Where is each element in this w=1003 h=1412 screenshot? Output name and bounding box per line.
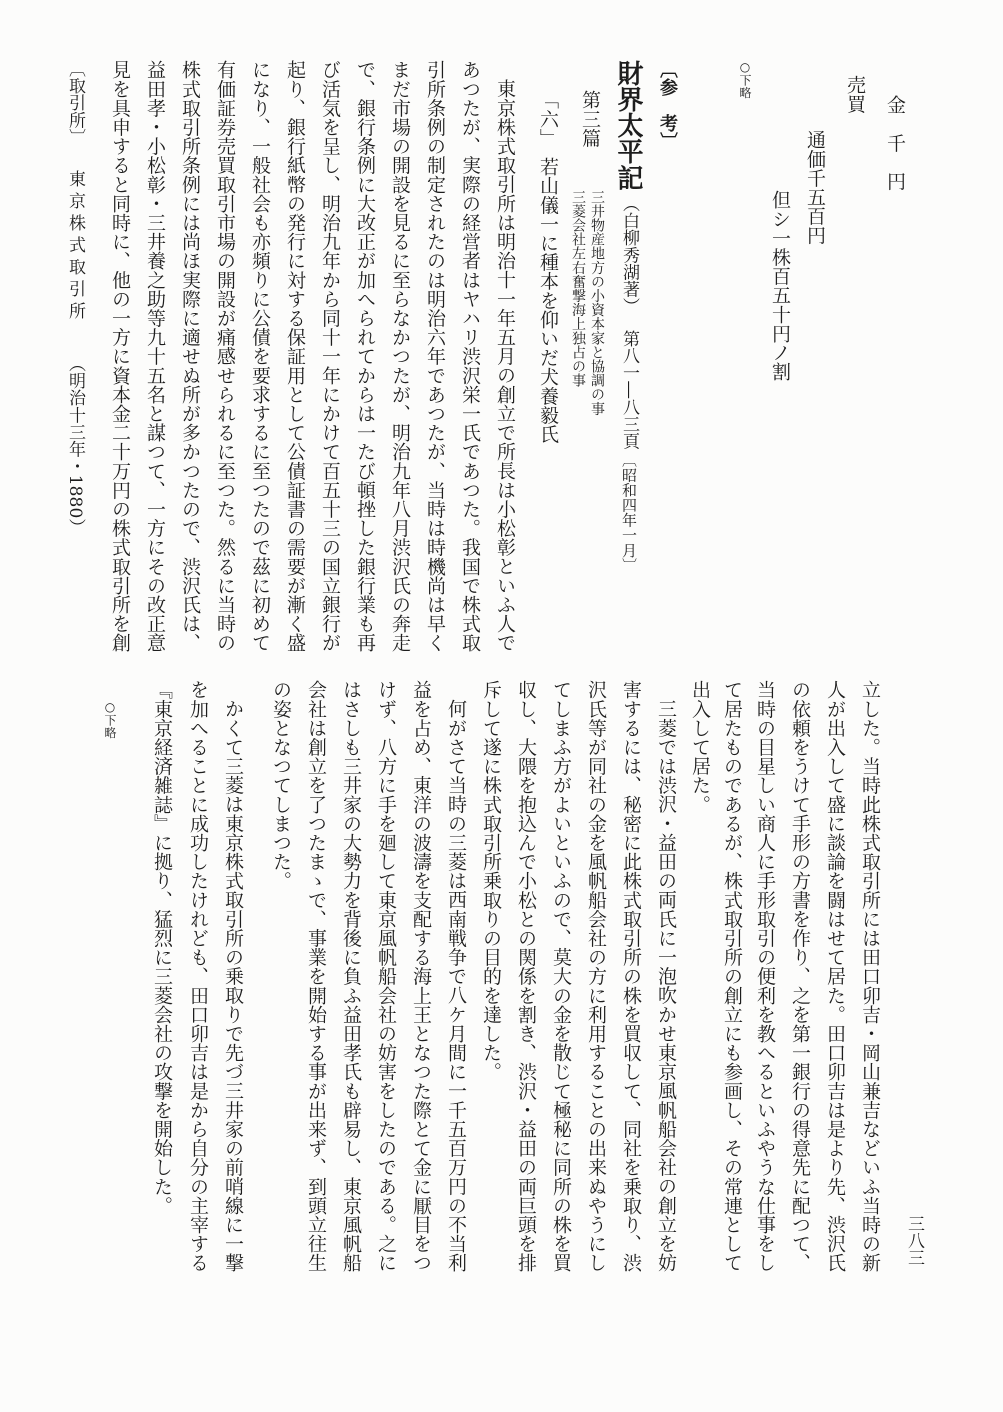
body-line: 益を占め、東洋の波濤を支配する海上王となつた際とて金に厭目をつ: [410, 680, 432, 1273]
reference-part-subtitle-1: 三井物産地方の小資本家と協調の事: [589, 190, 605, 416]
body-line: 起り、銀行紙幣の発行に対する保証用として公債証書の需要が漸く盛: [284, 60, 306, 653]
body-line: 三菱では渋沢・益田の両氏に一泡吹かせ東京風帆船会社の創立を妨: [655, 699, 677, 1272]
body-line: 出入して居た。: [689, 680, 711, 814]
reference-part-subtitle-2: 三菱会社左右奮撃海上独占の事: [570, 190, 586, 388]
body-line: 斥して遂に株式取引所乗取りの目的を達した。: [480, 680, 502, 1082]
body-line: 見を具申すると同時に、他の一方に資本金二十万円の株式取引所を創: [109, 60, 131, 653]
body-line: 益田孝・小松彰・三井養之助等九十五名と謀つて、一方にその改正意: [144, 60, 166, 653]
quote-amount: 金 千 円: [884, 95, 906, 191]
body-line: て居たものであるが、株式取引所の創立にも参画し、その常連として: [721, 680, 743, 1273]
body-line: を加へることに成功したけれども、田口卯吉は是から自分の主宰する: [187, 680, 209, 1273]
body-line: になり、一般社会も亦頻りに公債を要求するに至つたので茲に初めて: [249, 60, 271, 653]
body-line: まだ市場の開設を見るに至らなかつたが、明治九年八月渋沢氏の奔走: [389, 60, 411, 653]
body-line: 『東京経済雑誌』に拠り、猛烈に三菱会社の攻撃を開始した。: [151, 680, 173, 1215]
body-line: かくて三菱は東京株式取引所の乗取りで先づ三井家の前哨線に一撃: [222, 699, 244, 1272]
body-line: で、銀行条例に大改正が加へられてからは一たび頓挫した銀行業も再: [354, 60, 376, 653]
body-line: 人が出入して盛に談論を闘はせて居た。田口卯吉は是より先、渋沢氏: [824, 680, 846, 1273]
reference-label: 〔参 考〕: [657, 60, 678, 151]
body-line: はさしも三井家の大勢力を背後に負ふ益田孝氏も辟易し、東京風帆船: [340, 680, 362, 1273]
reference-section-heading: 「六」 若山儀一に種本を仰いだ犬養毅氏: [537, 90, 559, 444]
body-line: 株式取引所条例には尚ほ実際に適せぬ所が多かつたので、渋沢氏は、: [179, 60, 201, 653]
page-number: 三八三: [904, 1215, 924, 1267]
body-line: び活気を呈し、明治九年から同十一年にかけて百五十三の国立銀行が: [319, 60, 341, 653]
reference-date: 〔昭和四年一月〕: [620, 452, 638, 573]
caption-title: 東京株式取引所: [65, 170, 85, 324]
body-line: 立した。当時此株式取引所には田口卯吉・岡山兼吉などいふ当時の新: [859, 680, 881, 1273]
quote-price: 通価千五百円: [804, 130, 826, 245]
quote-omission: ○下略: [738, 60, 752, 99]
reference-book-title: 財界太平記: [613, 60, 643, 191]
body-line: てしまふ方がよいといふので、莫大の金を散じて極秘に同所の株を買: [550, 680, 572, 1273]
reference-author: （白柳秀湖著）: [619, 195, 639, 315]
body-line: 引所条例の制定されたのは明治六年であつたが、当時は時機尚は早く: [424, 60, 446, 653]
body-line: 当時の目星しい商人に手形取引の便利を教へるといふやうな仕事をし: [754, 680, 776, 1273]
quote-trade-label: 売買: [844, 75, 866, 114]
caption-category: 〔取引所〕: [65, 60, 85, 146]
body-line: 有価証券売買取引市場の開設が痛感せられるに至つた。然るに当時の: [214, 60, 236, 653]
body-line: けず、八方に手を廻して東京風帆船会社の妨害をしたのである。之に: [375, 680, 397, 1273]
caption-date: （明治十三年・1880）: [65, 355, 85, 536]
quote-note: 但シ一株百五十円ノ割: [769, 190, 791, 381]
body-line: 東京株式取引所は明治十一年五月の創立で所長は小松彰といふ人で: [494, 79, 516, 652]
lower-omission: ○下略: [103, 700, 117, 739]
body-line: の姿となつてしまつた。: [270, 680, 292, 891]
body-line: 何がさて当時の三菱は西南戦争で八ケ月間に一千五百万円の不当利: [445, 699, 467, 1272]
body-line: 会社は創立を了つたまゝで、事業を開始する事が出来ず、到頭立往生: [305, 680, 327, 1273]
body-line: 害するには、秘密に此株式取引所の株を買収して、同社を乗取り、渋: [620, 680, 642, 1273]
reference-part: 第三篇: [579, 90, 601, 148]
body-line: 沢氏等が同社の金を風帆船会社の方に利用することの出来ぬやうにし: [585, 680, 607, 1273]
reference-pages: 第八一―八三頁: [619, 330, 639, 450]
body-line: あつたが、実際の経営者はヤハリ渋沢栄一氏であつた。我国で株式取: [459, 60, 481, 653]
body-line: 収し、大隈を抱込んで小松との関係を割き、渋沢・益田の両巨頭を排: [515, 680, 537, 1273]
body-line: の依頼をうけて手形の方書を作り、之を第一銀行の得意先に配つて、: [789, 680, 811, 1273]
